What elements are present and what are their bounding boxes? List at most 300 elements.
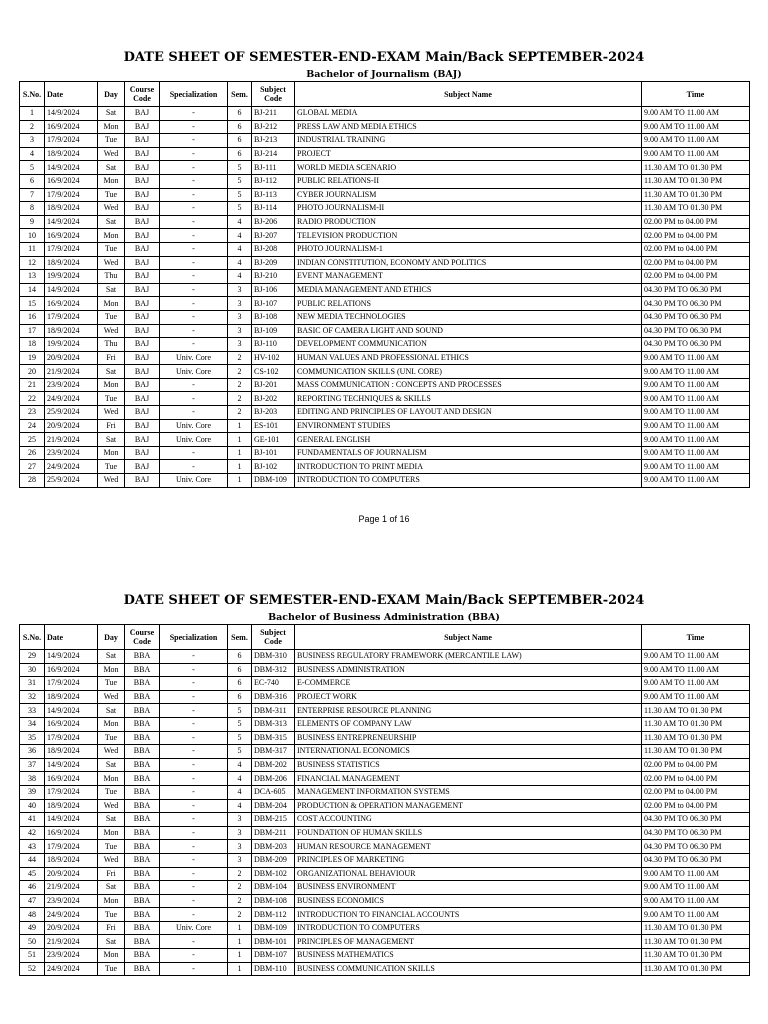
time-cell: 11.30 AM TO 01.30 PM: [642, 949, 750, 963]
subject-code-cell: DBM-206: [252, 772, 295, 786]
course-code-cell: BAJ: [125, 147, 160, 161]
table-row: [20, 310, 750, 324]
sem-cell: 4: [228, 256, 252, 270]
day-cell: Mon: [98, 772, 125, 786]
specialization-cell: -: [160, 174, 228, 188]
day-cell: Wed: [98, 853, 125, 867]
date-cell: 24/9/2024: [45, 392, 98, 406]
time-cell: 11.30 AM TO 01.30 PM: [642, 717, 750, 731]
sno-cell: 31: [20, 677, 45, 691]
day-cell: Tue: [98, 310, 125, 324]
subject-name-cell: PHOTO JOURNALISM-II: [295, 202, 642, 216]
table-row: [20, 813, 750, 827]
date-cell: 14/9/2024: [45, 650, 98, 664]
subject-name-cell: PUBLIC RELATIONS-II: [295, 174, 642, 188]
subject-code-cell: BJ-114: [252, 202, 295, 216]
sem-cell: 6: [228, 107, 252, 121]
course-code-cell: BAJ: [125, 406, 160, 420]
subject-name-cell: COMMUNICATION SKILLS (UNI. CORE): [295, 365, 642, 379]
date-cell: 20/9/2024: [45, 351, 98, 365]
sno-cell: 9: [20, 215, 45, 229]
sem-cell: 5: [228, 161, 252, 175]
sem-cell: 1: [228, 921, 252, 935]
day-cell: Sat: [98, 365, 125, 379]
table-row: [20, 921, 750, 935]
sno-cell: 7: [20, 188, 45, 202]
sem-cell: 6: [228, 650, 252, 664]
date-header: Date: [45, 625, 98, 650]
specialization-cell: -: [160, 283, 228, 297]
specialization-cell: Univ. Core: [160, 921, 228, 935]
time-cell: 02.00 PM to 04.00 PM: [642, 772, 750, 786]
day-cell: Wed: [98, 745, 125, 759]
table-row: [20, 134, 750, 148]
date-cell: 17/9/2024: [45, 731, 98, 745]
day-cell: Tue: [98, 677, 125, 691]
page-title: DATE SHEET OF SEMESTER-END-EXAM Main/Back SEPTEMBER-2024: [123, 593, 645, 608]
time-cell: 9.00 AM TO 11.00 AM: [642, 460, 750, 474]
date-cell: 17/9/2024: [45, 134, 98, 148]
subject-name-cell: INTRODUCTION TO COMPUTERS: [295, 921, 642, 935]
subject-code-cell: BJ-110: [252, 338, 295, 352]
day-cell: Sat: [98, 215, 125, 229]
subject-code-cell: BJ-203: [252, 406, 295, 420]
date-cell: 18/9/2024: [45, 324, 98, 338]
time-cell: 11.30 AM TO 01.30 PM: [642, 731, 750, 745]
course-code-cell: BAJ: [125, 229, 160, 243]
subject-name-cell: INTERNATIONAL ECONOMICS: [295, 745, 642, 759]
sno-cell: 5: [20, 161, 45, 175]
program-subtitle: Bachelor of Business Administration (BBA): [268, 612, 500, 623]
table-row: [20, 799, 750, 813]
time-cell: 9.00 AM TO 11.00 AM: [642, 365, 750, 379]
sno-cell: 48: [20, 908, 45, 922]
specialization-cell: -: [160, 853, 228, 867]
time-cell: 11.30 AM TO 01.30 PM: [642, 202, 750, 216]
sno-cell: 19: [20, 351, 45, 365]
day-cell: Sat: [98, 935, 125, 949]
sem-cell: 2: [228, 351, 252, 365]
date-cell: 23/9/2024: [45, 949, 98, 963]
date-cell: 18/9/2024: [45, 853, 98, 867]
sem-cell: 1: [228, 474, 252, 488]
subject-code-cell: DBM-101: [252, 935, 295, 949]
specialization-cell: -: [160, 188, 228, 202]
sem-cell: 3: [228, 283, 252, 297]
day-cell: Wed: [98, 256, 125, 270]
time-cell: 9.00 AM TO 11.00 AM: [642, 650, 750, 664]
sno-cell: 25: [20, 433, 45, 447]
date-header: Date: [45, 82, 98, 107]
course-code-cell: BBA: [125, 935, 160, 949]
time-cell: 11.30 AM TO 01.30 PM: [642, 921, 750, 935]
course-code-cell: BAJ: [125, 107, 160, 121]
specialization-cell: -: [160, 894, 228, 908]
subject-code-cell: DBM-202: [252, 758, 295, 772]
course-code-cell: BAJ: [125, 392, 160, 406]
course-code-cell: BAJ: [125, 188, 160, 202]
course-code-cell: BBA: [125, 799, 160, 813]
sno-header: S.No.: [20, 82, 45, 107]
specialization-cell: -: [160, 731, 228, 745]
time-cell: 11.30 AM TO 01.30 PM: [642, 962, 750, 976]
subject-code-cell: BJ-201: [252, 378, 295, 392]
time-cell: 04.30 PM TO 06.30 PM: [642, 297, 750, 311]
program-subtitle: Bachelor of Journalism (BAJ): [306, 69, 462, 80]
sem-cell: 2: [228, 867, 252, 881]
sno-cell: 8: [20, 202, 45, 216]
day-cell: Tue: [98, 908, 125, 922]
specialization-cell: -: [160, 908, 228, 922]
day-cell: Tue: [98, 731, 125, 745]
specialization-cell: -: [160, 378, 228, 392]
time-cell: 11.30 AM TO 01.30 PM: [642, 935, 750, 949]
specialization-header: Specialization: [160, 82, 228, 107]
table-row: [20, 677, 750, 691]
date-cell: 21/9/2024: [45, 433, 98, 447]
table-row: [20, 351, 750, 365]
sno-cell: 51: [20, 949, 45, 963]
sem-cell: 4: [228, 799, 252, 813]
date-cell: 19/9/2024: [45, 338, 98, 352]
sno-cell: 6: [20, 174, 45, 188]
table-row: [20, 867, 750, 881]
course-code-cell: BAJ: [125, 161, 160, 175]
subject-name-cell: HUMAN VALUES AND PROFESSIONAL ETHICS: [295, 351, 642, 365]
date-sheet-table: [19, 81, 750, 488]
time-cell: 9.00 AM TO 11.00 AM: [642, 894, 750, 908]
subject-name-cell: BASIC OF CAMERA LIGHT AND SOUND: [295, 324, 642, 338]
day-cell: Tue: [98, 188, 125, 202]
time-cell: 04.30 PM TO 06.30 PM: [642, 813, 750, 827]
day-cell: Tue: [98, 392, 125, 406]
specialization-cell: Univ. Core: [160, 365, 228, 379]
course-code-cell: BBA: [125, 826, 160, 840]
day-cell: Wed: [98, 202, 125, 216]
sno-cell: 10: [20, 229, 45, 243]
sno-cell: 30: [20, 663, 45, 677]
day-cell: Sat: [98, 704, 125, 718]
specialization-cell: -: [160, 677, 228, 691]
table-row: [20, 663, 750, 677]
subject-name-cell: FOUNDATION OF HUMAN SKILLS: [295, 826, 642, 840]
course-code-cell: BBA: [125, 962, 160, 976]
sno-cell: 15: [20, 297, 45, 311]
day-cell: Thu: [98, 270, 125, 284]
page-footer: Page 1 of 16: [358, 514, 410, 524]
course-code-cell: BAJ: [125, 446, 160, 460]
course-code-cell: BBA: [125, 772, 160, 786]
sno-cell: 32: [20, 690, 45, 704]
course-code-cell: BBA: [125, 731, 160, 745]
specialization-header: Specialization: [160, 625, 228, 650]
sem-header: Sem.: [228, 625, 252, 650]
time-cell: 9.00 AM TO 11.00 AM: [642, 134, 750, 148]
date-cell: 18/9/2024: [45, 256, 98, 270]
specialization-cell: -: [160, 134, 228, 148]
date-cell: 17/9/2024: [45, 242, 98, 256]
sem-cell: 2: [228, 894, 252, 908]
day-cell: Wed: [98, 690, 125, 704]
course-code-cell: BBA: [125, 949, 160, 963]
sno-cell: 42: [20, 826, 45, 840]
subject-code-cell: DBM-315: [252, 731, 295, 745]
subject-code-cell: BJ-202: [252, 392, 295, 406]
table-row: [20, 365, 750, 379]
specialization-cell: -: [160, 663, 228, 677]
sem-cell: 6: [228, 147, 252, 161]
table-row: [20, 935, 750, 949]
sem-cell: 3: [228, 826, 252, 840]
date-cell: 17/9/2024: [45, 840, 98, 854]
time-cell: 02.00 PM to 04.00 PM: [642, 215, 750, 229]
sno-cell: 37: [20, 758, 45, 772]
date-cell: 16/9/2024: [45, 297, 98, 311]
table-body: [20, 650, 750, 976]
table-row: [20, 826, 750, 840]
table-row: [20, 120, 750, 134]
specialization-cell: -: [160, 324, 228, 338]
time-cell: 04.30 PM TO 06.30 PM: [642, 826, 750, 840]
subject-code-cell: DBM-109: [252, 474, 295, 488]
course-code-cell: BAJ: [125, 297, 160, 311]
subject-code-cell: DBM-203: [252, 840, 295, 854]
subject-code-cell: DBM-310: [252, 650, 295, 664]
time-cell: 9.00 AM TO 11.00 AM: [642, 677, 750, 691]
specialization-cell: -: [160, 460, 228, 474]
sem-cell: 1: [228, 460, 252, 474]
sno-cell: 44: [20, 853, 45, 867]
time-cell: 11.30 AM TO 01.30 PM: [642, 174, 750, 188]
specialization-cell: -: [160, 717, 228, 731]
course-code-cell: BBA: [125, 758, 160, 772]
subject-code-cell: DBM-204: [252, 799, 295, 813]
subject-code-cell: DBM-313: [252, 717, 295, 731]
sno-cell: 24: [20, 419, 45, 433]
table-row: [20, 460, 750, 474]
table-row: [20, 717, 750, 731]
day-cell: Mon: [98, 378, 125, 392]
subject-code-cell: DBM-311: [252, 704, 295, 718]
day-cell: Sat: [98, 758, 125, 772]
time-cell: 11.30 AM TO 01.30 PM: [642, 704, 750, 718]
sem-cell: 5: [228, 745, 252, 759]
table-row: [20, 853, 750, 867]
sem-cell: 5: [228, 202, 252, 216]
sno-cell: 3: [20, 134, 45, 148]
table-row: [20, 256, 750, 270]
sem-cell: 6: [228, 120, 252, 134]
subject-name-header: Subject Name: [295, 82, 642, 107]
specialization-cell: -: [160, 935, 228, 949]
specialization-cell: -: [160, 215, 228, 229]
date-cell: 20/9/2024: [45, 921, 98, 935]
time-cell: 9.00 AM TO 11.00 AM: [642, 107, 750, 121]
date-cell: 16/9/2024: [45, 663, 98, 677]
table-row: [20, 338, 750, 352]
subject-name-header: Subject Name: [295, 625, 642, 650]
time-cell: 9.00 AM TO 11.00 AM: [642, 378, 750, 392]
time-cell: 04.30 PM TO 06.30 PM: [642, 310, 750, 324]
sno-cell: 46: [20, 881, 45, 895]
time-cell: 02.00 PM to 04.00 PM: [642, 242, 750, 256]
sem-cell: 3: [228, 840, 252, 854]
table-row: [20, 894, 750, 908]
date-cell: 18/9/2024: [45, 690, 98, 704]
day-cell: Tue: [98, 962, 125, 976]
sem-cell: 3: [228, 338, 252, 352]
sem-cell: 2: [228, 365, 252, 379]
course-code-cell: BAJ: [125, 365, 160, 379]
course-code-cell: BBA: [125, 690, 160, 704]
sem-cell: 4: [228, 215, 252, 229]
subject-name-cell: ENTERPRISE RESOURCE PLANNING: [295, 704, 642, 718]
course-code-cell: BBA: [125, 867, 160, 881]
sno-cell: 36: [20, 745, 45, 759]
course-code-cell: BAJ: [125, 460, 160, 474]
sno-cell: 27: [20, 460, 45, 474]
subject-name-cell: EVENT MANAGEMENT: [295, 270, 642, 284]
time-cell: 02.00 PM to 04.00 PM: [642, 256, 750, 270]
day-cell: Tue: [98, 840, 125, 854]
specialization-cell: -: [160, 799, 228, 813]
subject-code-cell: BJ-106: [252, 283, 295, 297]
sem-cell: 5: [228, 717, 252, 731]
sem-cell: 5: [228, 174, 252, 188]
date-cell: 14/9/2024: [45, 161, 98, 175]
subject-name-cell: FUNDAMENTALS OF JOURNALISM: [295, 446, 642, 460]
time-cell: 9.00 AM TO 11.00 AM: [642, 419, 750, 433]
day-cell: Tue: [98, 785, 125, 799]
sem-cell: 4: [228, 229, 252, 243]
sem-cell: 4: [228, 270, 252, 284]
date-cell: 14/9/2024: [45, 813, 98, 827]
day-cell: Fri: [98, 419, 125, 433]
date-cell: 21/9/2024: [45, 935, 98, 949]
subject-name-cell: MASS COMMUNICATION : CONCEPTS AND PROCESSES: [295, 378, 642, 392]
table-row: [20, 650, 750, 664]
day-cell: Fri: [98, 921, 125, 935]
table-row: [20, 161, 750, 175]
day-cell: Wed: [98, 799, 125, 813]
subject-name-cell: NEW MEDIA TECHNOLOGIES: [295, 310, 642, 324]
specialization-cell: -: [160, 310, 228, 324]
time-cell: 02.00 PM to 04.00 PM: [642, 799, 750, 813]
sno-cell: 49: [20, 921, 45, 935]
day-cell: Sat: [98, 813, 125, 827]
subject-name-cell: PROJECT: [295, 147, 642, 161]
date-cell: 20/9/2024: [45, 867, 98, 881]
day-cell: Sat: [98, 283, 125, 297]
sem-cell: 1: [228, 935, 252, 949]
sem-cell: 6: [228, 677, 252, 691]
day-header: Day: [98, 625, 125, 650]
specialization-cell: -: [160, 446, 228, 460]
table-row: [20, 324, 750, 338]
sno-cell: 34: [20, 717, 45, 731]
table-header-row: [20, 82, 750, 107]
sno-cell: 33: [20, 704, 45, 718]
sem-cell: 1: [228, 962, 252, 976]
specialization-cell: -: [160, 120, 228, 134]
course-code-cell: BAJ: [125, 215, 160, 229]
sem-cell: 3: [228, 813, 252, 827]
date-cell: 20/9/2024: [45, 419, 98, 433]
course-code-cell: BAJ: [125, 242, 160, 256]
time-cell: 02.00 PM to 04.00 PM: [642, 270, 750, 284]
page-title: DATE SHEET OF SEMESTER-END-EXAM Main/Back SEPTEMBER-2024: [123, 50, 645, 65]
subject-code-cell: BJ-211: [252, 107, 295, 121]
course-code-cell: BAJ: [125, 338, 160, 352]
date-cell: 18/9/2024: [45, 202, 98, 216]
time-cell: 9.00 AM TO 11.00 AM: [642, 433, 750, 447]
table-row: [20, 758, 750, 772]
date-cell: 14/9/2024: [45, 758, 98, 772]
sem-cell: 2: [228, 378, 252, 392]
course-code-cell: BAJ: [125, 256, 160, 270]
subject-code-header: Subject Code: [252, 82, 295, 107]
table-row: [20, 745, 750, 759]
subject-code-cell: EC-740: [252, 677, 295, 691]
specialization-cell: Univ. Core: [160, 419, 228, 433]
table-row: [20, 704, 750, 718]
subject-code-cell: CS-102: [252, 365, 295, 379]
sno-cell: 45: [20, 867, 45, 881]
sno-cell: 47: [20, 894, 45, 908]
specialization-cell: -: [160, 962, 228, 976]
course-code-cell: BAJ: [125, 134, 160, 148]
date-cell: 17/9/2024: [45, 188, 98, 202]
date-cell: 24/9/2024: [45, 962, 98, 976]
specialization-cell: -: [160, 107, 228, 121]
day-cell: Fri: [98, 351, 125, 365]
sno-cell: 50: [20, 935, 45, 949]
table-row: [20, 785, 750, 799]
sno-cell: 21: [20, 378, 45, 392]
date-cell: 14/9/2024: [45, 704, 98, 718]
date-cell: 16/9/2024: [45, 229, 98, 243]
course-code-header: Course Code: [125, 625, 160, 650]
time-cell: 9.00 AM TO 11.00 AM: [642, 120, 750, 134]
specialization-cell: -: [160, 297, 228, 311]
specialization-cell: -: [160, 392, 228, 406]
day-cell: Mon: [98, 446, 125, 460]
table-row: [20, 283, 750, 297]
day-cell: Mon: [98, 826, 125, 840]
subject-name-cell: INTRODUCTION TO PRINT MEDIA: [295, 460, 642, 474]
course-code-cell: BAJ: [125, 474, 160, 488]
day-cell: Tue: [98, 460, 125, 474]
date-cell: 19/9/2024: [45, 270, 98, 284]
date-cell: 21/9/2024: [45, 881, 98, 895]
day-cell: Wed: [98, 406, 125, 420]
table-row: [20, 147, 750, 161]
specialization-cell: -: [160, 242, 228, 256]
subject-code-cell: DCA-605: [252, 785, 295, 799]
course-code-cell: BBA: [125, 650, 160, 664]
date-cell: 17/9/2024: [45, 785, 98, 799]
sno-cell: 13: [20, 270, 45, 284]
day-header: Day: [98, 82, 125, 107]
table-row: [20, 772, 750, 786]
sem-cell: 5: [228, 188, 252, 202]
table-row: [20, 949, 750, 963]
day-cell: Fri: [98, 867, 125, 881]
day-cell: Mon: [98, 174, 125, 188]
sno-cell: 2: [20, 120, 45, 134]
subject-code-cell: DBM-104: [252, 881, 295, 895]
time-header: Time: [642, 82, 750, 107]
